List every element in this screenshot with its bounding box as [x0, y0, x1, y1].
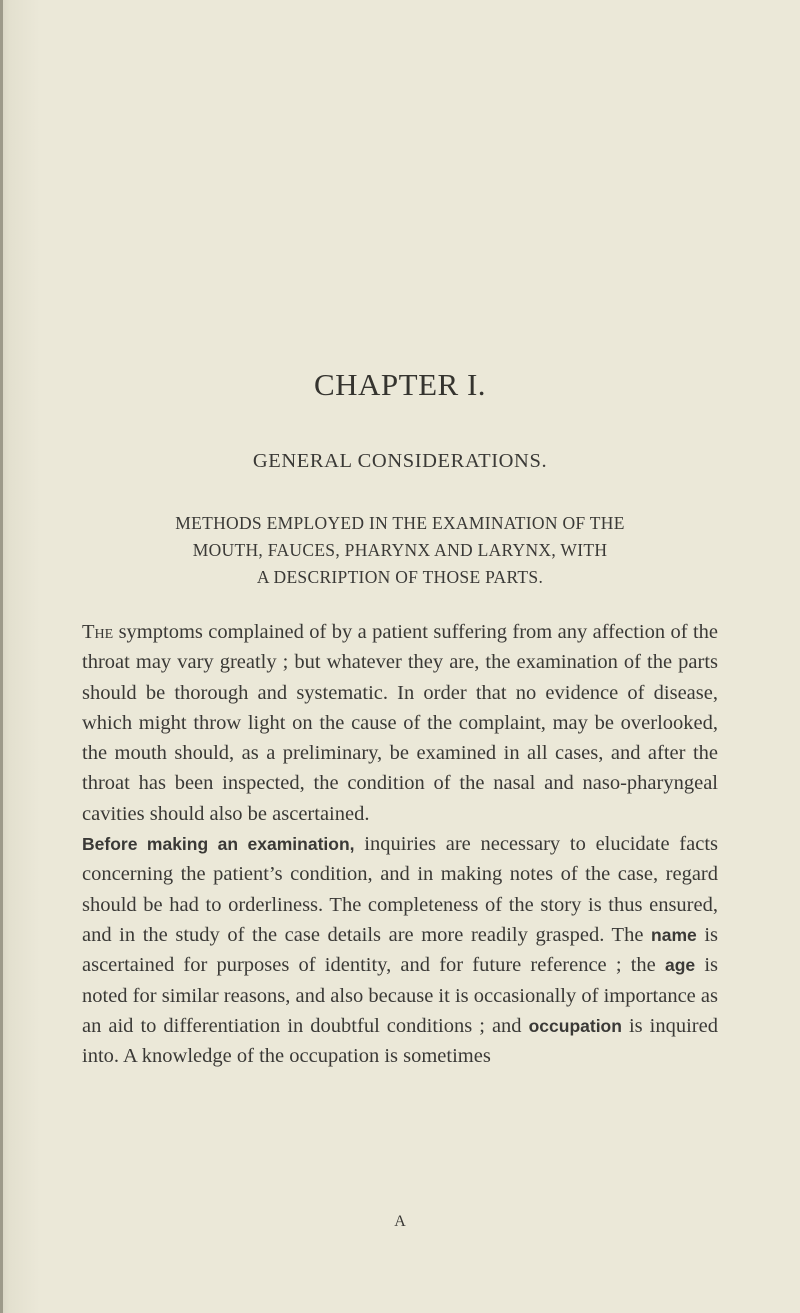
paragraph-2-text-1: inquiries are necessary to elucidate facts concerning the patient’s condition, and in making notes of the case, regard should be had to orderliness. The completeness of the story is thus ensured, and in the study of the case details are more readily grasped. The [82, 833, 718, 946]
paragraph-2-text-2: is ascertained for purposes of identity, and for future reference ; the [82, 923, 718, 977]
paragraph-2 [82, 829, 718, 1071]
paragraph-1 [82, 617, 718, 829]
paragraph-2-text-4: is inquired into. A knowledge of the occupation is sometimes [82, 1014, 718, 1068]
signature-mark: A [394, 1213, 406, 1230]
term-age: age [664, 955, 696, 976]
subtitle-line-3: A DESCRIPTION OF THOSE PARTS. [256, 567, 544, 587]
paragraph-2-text-3: is noted for similar reasons, and also because it is occasionally of importance as an aid to differentiation in doubtful conditions ; and [82, 954, 718, 1037]
term-name: name [651, 924, 697, 945]
chapter-title: CHAPTER I. [313, 367, 487, 402]
body-text [82, 617, 718, 1071]
subtitle-line-1: METHODS EMPLOYED IN THE EXAMINATION OF THE [175, 513, 625, 533]
chapter-subtitle [82, 510, 718, 591]
term-occupation: occupation [528, 1015, 622, 1036]
subtitle-line-2: MOUTH, FAUCES, PHARYNX AND LARYNX, WITH [192, 540, 608, 560]
paragraph-1-text: symptoms complained of by a patient suffering from any affection of the throat may vary greatly ; but whatever they are, the examination of the parts should be thorough and systematic. In order that no evidence of disease, which might throw light on the cause of the complaint, may be overlooked, the mouth should, as a preliminary, be examined in all cases, and after the throat has been inspected, the condition of the nasal and naso-pharyngeal cavities should also be ascertained. [82, 621, 718, 825]
paragraph-2-lead: Before making an examination, [82, 834, 355, 855]
section-title: GENERAL CONSIDERATIONS. [252, 450, 548, 472]
paragraph-1-lead: The [82, 621, 114, 643]
